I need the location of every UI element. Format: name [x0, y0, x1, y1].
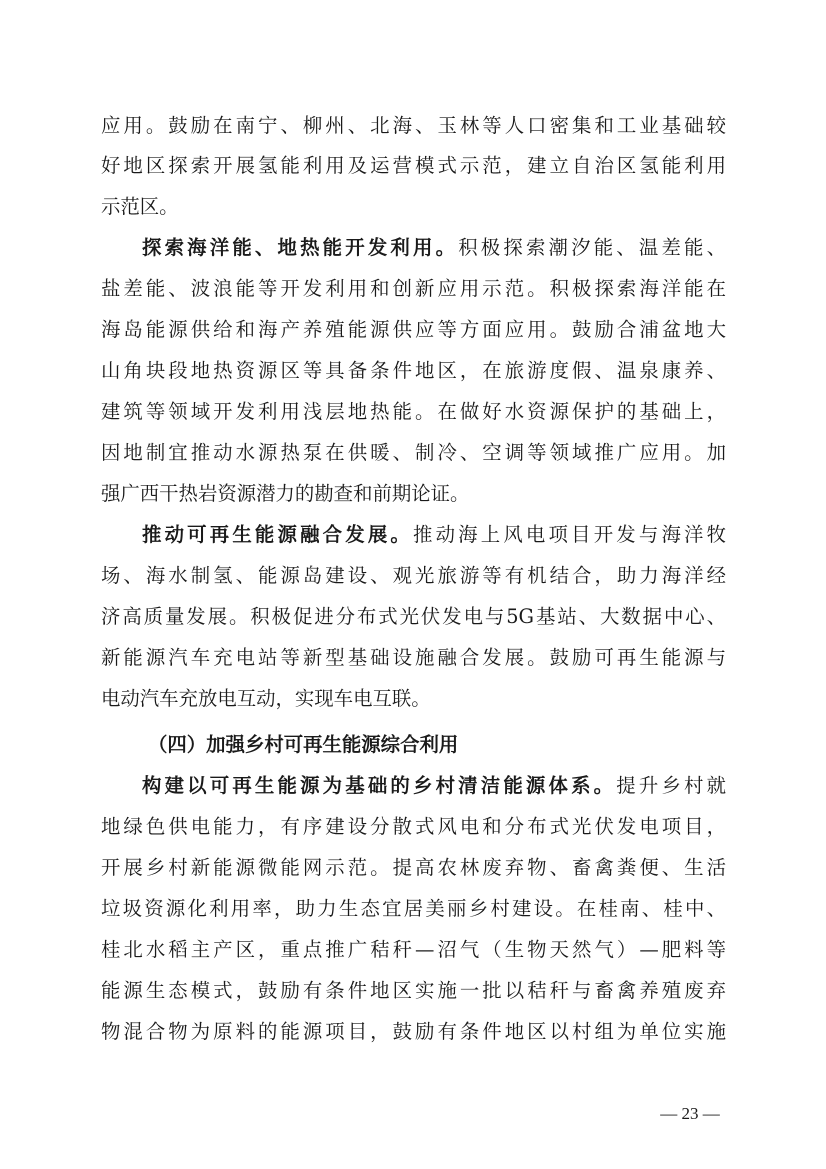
- paragraph-line: 物混合物为原料的能源项目，鼓励有条件地区以村组为单位实施: [101, 1020, 726, 1043]
- paragraph-line: 济高质量发展。积极促进分布式光伏发电与5G基站、大数据中心、: [101, 605, 726, 628]
- paragraph-line: 建筑等领域开发利用浅层地热能。在做好水资源保护的基础上，: [101, 400, 726, 423]
- paragraph-line-text: 积极探索潮汐能、温差能、: [458, 236, 727, 259]
- paragraph-first-line: [142, 767, 726, 805]
- paragraph-line: 垃圾资源化利用率，助力生态宜居美丽乡村建设。在桂南、桂中、: [101, 897, 726, 920]
- paragraph-line: 示范区。: [101, 195, 179, 218]
- paragraph-line: 海岛能源供给和海产养殖能源供应等方面应用。鼓励合浦盆地大: [101, 318, 726, 341]
- paragraph-line-text: 提升乡村就: [616, 774, 727, 797]
- paragraph-line: 电动汽车充放电互动，实现车电互联。: [101, 687, 431, 710]
- paragraph-first-line: [142, 516, 726, 554]
- paragraph-line: 开展乡村新能源微能网示范。提高农林废弃物、畜禽粪便、生活: [101, 856, 726, 879]
- section-heading: （四）加强乡村可再生能源综合利用: [148, 733, 459, 756]
- page-number: — 23 —: [660, 1104, 720, 1123]
- paragraph-line: 山角块段地热资源区等具备条件地区，在旅游度假、温泉康养、: [101, 359, 726, 382]
- paragraph-lead: 构建以可再生能源为基础的乡村清洁能源体系。: [142, 774, 617, 797]
- paragraph-line: 能源生态模式，鼓励有条件地区实施一批以秸秆与畜禽养殖废弃: [101, 979, 726, 1002]
- paragraph-lead: 推动可再生能源融合发展。: [142, 523, 414, 546]
- paragraph-line: 桂北水稻主产区，重点推广秸秆—沼气（生物天然气）—肥料等: [101, 938, 726, 961]
- paragraph-line: 盐差能、波浪能等开发利用和创新应用示范。积极探索海洋能在: [101, 277, 726, 300]
- paragraph-line: 地绿色供电能力，有序建设分散式风电和分布式光伏发电项目，: [101, 815, 726, 838]
- paragraph-line-text: 推动海上风电项目开发与海洋牧: [413, 523, 727, 546]
- paragraph-line: 应用。鼓励在南宁、柳州、北海、玉林等人口密集和工业基础较: [101, 114, 726, 137]
- paragraph-lead: 探索海洋能、地热能开发利用。: [142, 236, 459, 259]
- paragraph-line: 强广西干热岩资源潜力的勘查和前期论证。: [101, 482, 470, 505]
- paragraph-line: 场、海水制氢、能源岛建设、观光旅游等有机结合，助力海洋经: [101, 564, 726, 587]
- paragraph-first-line: [142, 229, 726, 267]
- paragraph-line: 好地区探索开展氢能利用及运营模式示范，建立自治区氢能利用: [101, 154, 726, 177]
- paragraph-line: 新能源汽车充电站等新型基础设施融合发展。鼓励可再生能源与: [101, 646, 726, 669]
- paragraph-line: 因地制宜推动水源热泵在供暖、制冷、空调等领域推广应用。加: [101, 441, 726, 464]
